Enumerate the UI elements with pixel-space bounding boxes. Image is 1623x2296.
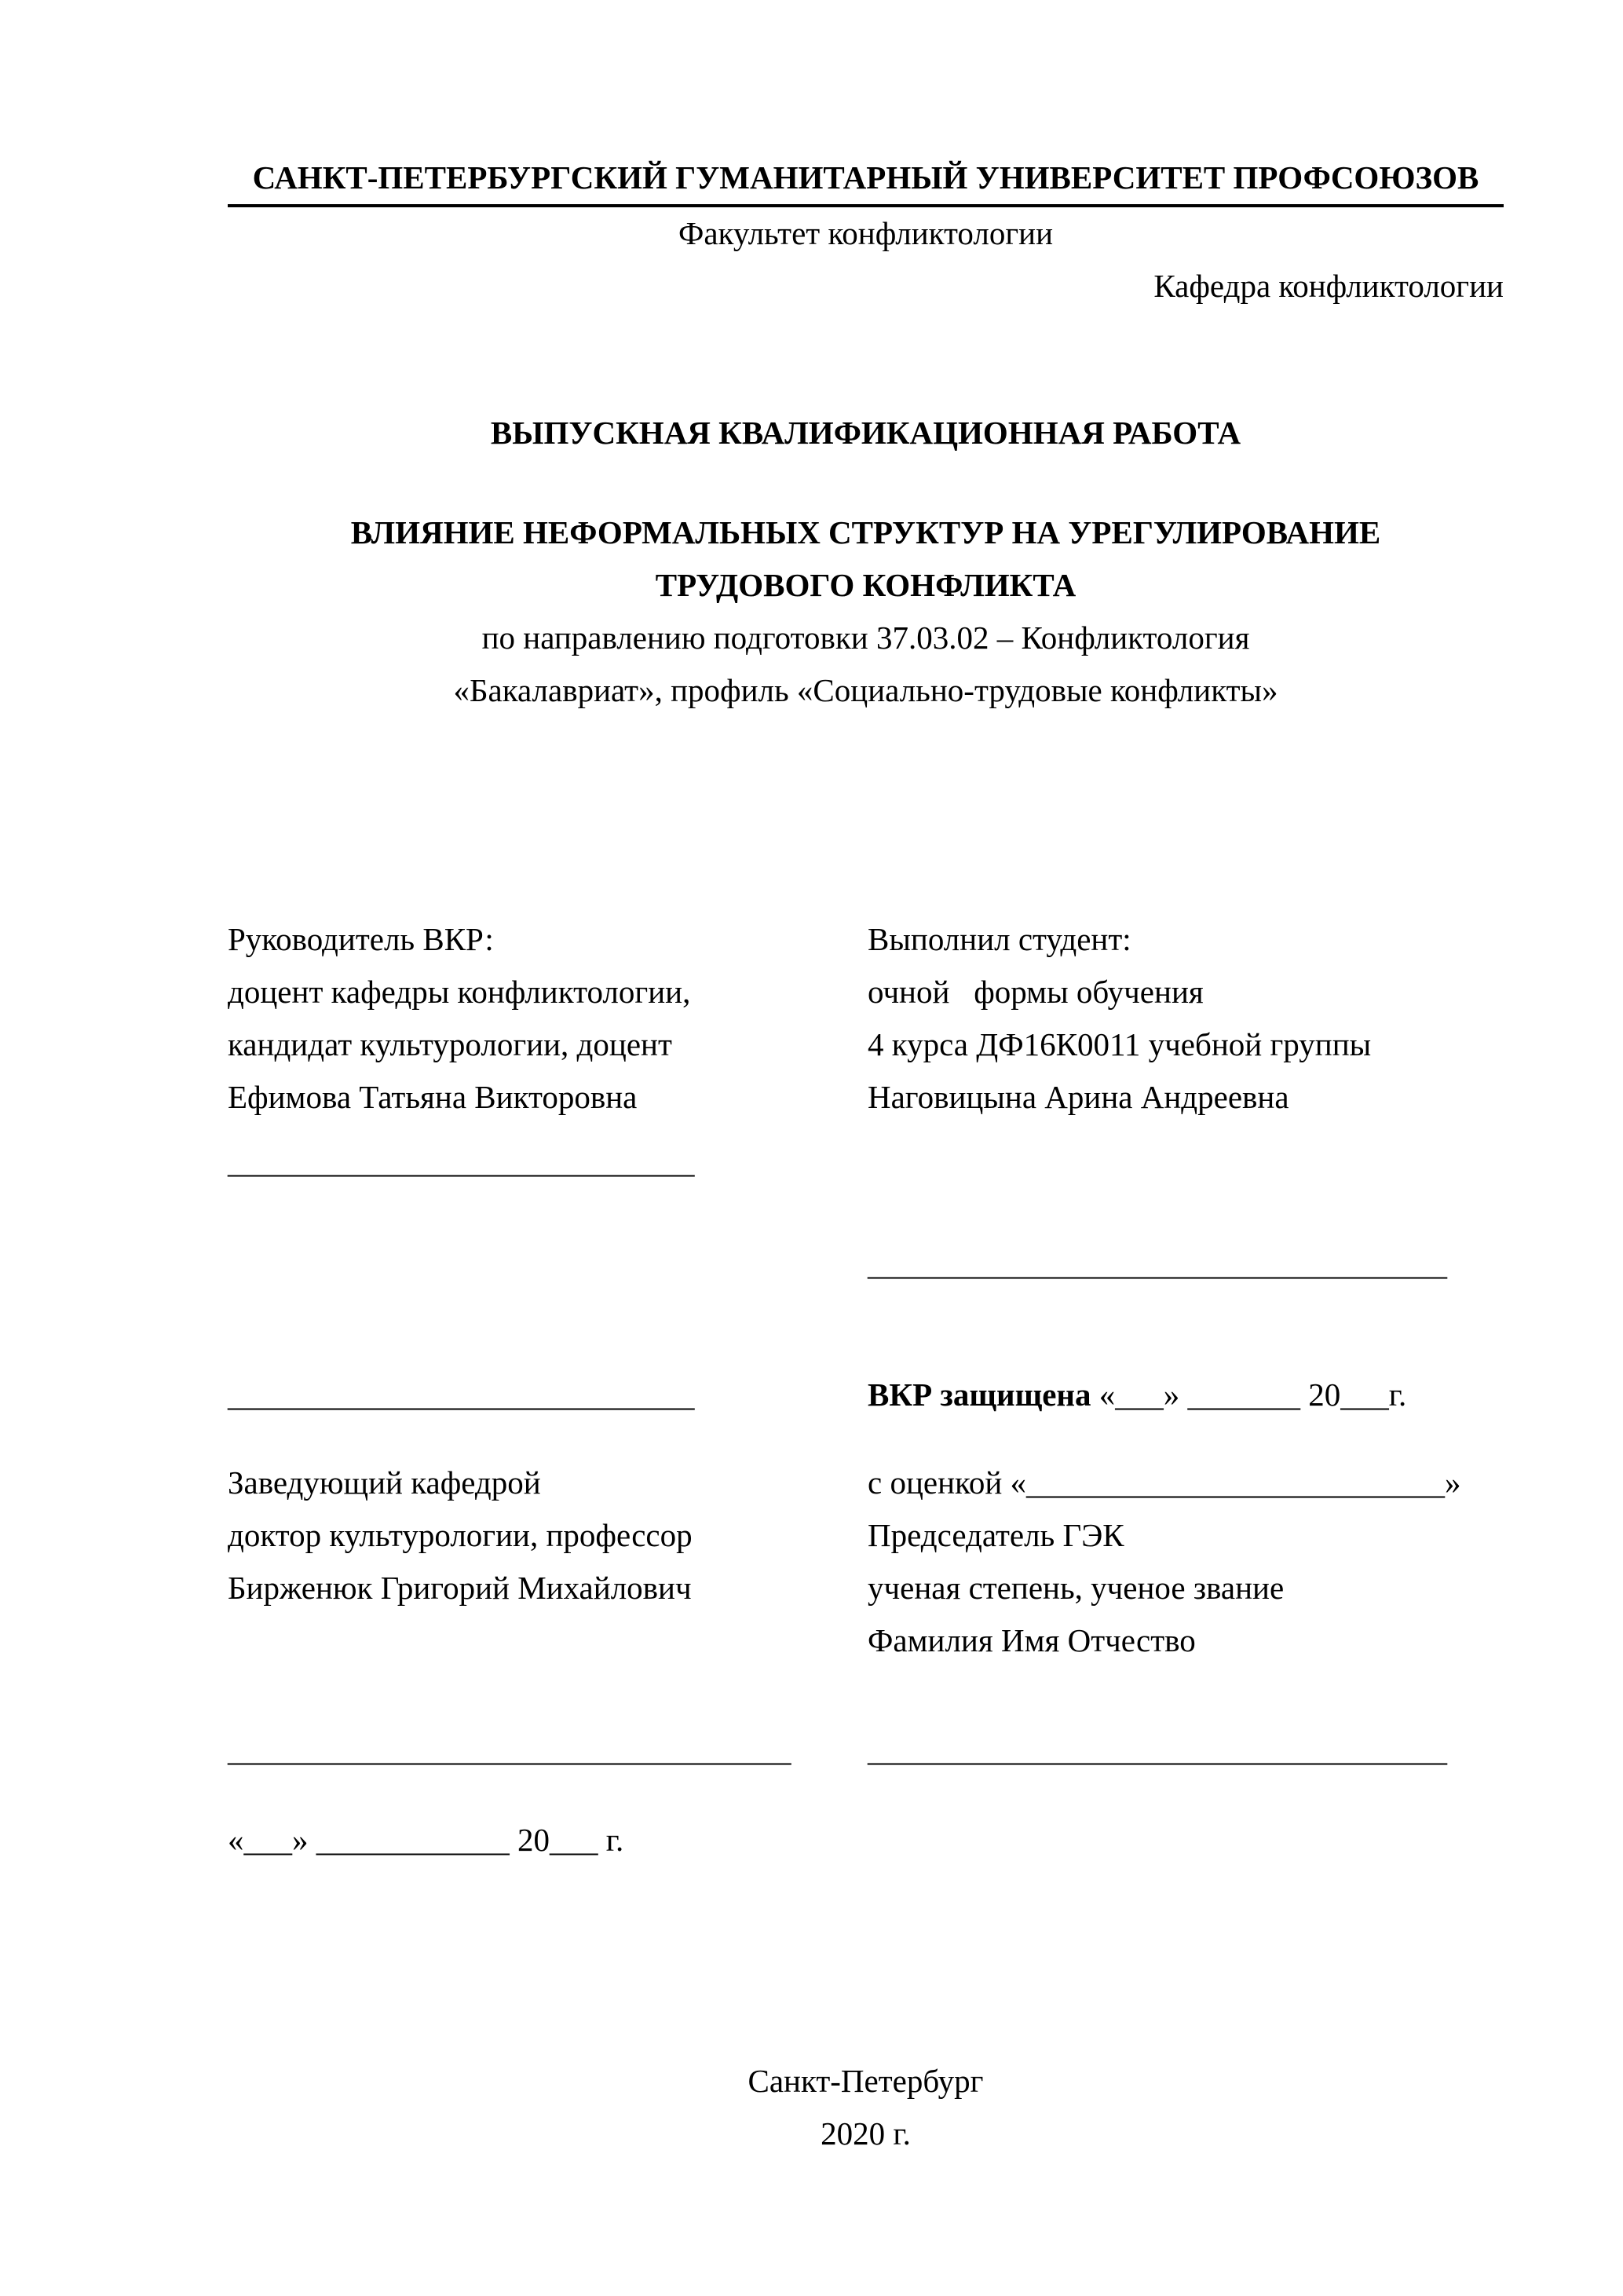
head-signature-line: ___________________________________ bbox=[228, 1731, 791, 1768]
head-date-line: «___» ____________ 20___ г. bbox=[228, 1822, 624, 1858]
thesis-title bbox=[228, 506, 1504, 612]
program-line: по направлению подготовки 37.03.02 – Конфликтология bbox=[481, 620, 1250, 656]
supervisor-student-section bbox=[228, 913, 1504, 1290]
student-column bbox=[868, 913, 1504, 1290]
defense-label-bold: ВКР защищена bbox=[868, 1377, 1091, 1413]
chairman-signature-line: ____________________________________ bbox=[868, 1731, 1447, 1768]
student-label: Выполнил студент: bbox=[868, 921, 1131, 957]
defense-date-line bbox=[868, 1369, 1504, 1421]
student-name: Наговицына Арина Андреевна bbox=[868, 1079, 1289, 1115]
thesis-title-line1: ВЛИЯНИЕ НЕФОРМАЛЬНЫХ СТРУКТУР НА УРЕГУЛИРОВАНИЕ bbox=[350, 514, 1381, 550]
supervisor-column bbox=[228, 913, 868, 1290]
student-signature-line: ____________________________________ bbox=[868, 1245, 1447, 1281]
head-commission-section bbox=[228, 1457, 1504, 1667]
footer-city: Санкт-Петербург bbox=[748, 2063, 984, 2099]
faculty-name: Факультет конфликтологии bbox=[678, 215, 1054, 251]
supervisor-label: Руководитель ВКР: bbox=[228, 921, 494, 957]
head-column bbox=[228, 1457, 868, 1667]
document-footer bbox=[228, 2055, 1504, 2160]
head-label: Заведующий кафедрой bbox=[228, 1464, 541, 1501]
head-pre-signature-line: _____________________________ bbox=[228, 1377, 695, 1413]
chairman-label: Председатель ГЭК bbox=[868, 1517, 1124, 1553]
chairman-degree-line: ученая степень, ученое звание bbox=[868, 1570, 1285, 1606]
grade-line: с оценкой «__________________________» bbox=[868, 1464, 1461, 1501]
profile-line: «Бакалавриат», профиль «Социально-трудовые конфликты» bbox=[453, 672, 1278, 708]
supervisor-position-line2: кандидат культурологии, доцент bbox=[228, 1026, 672, 1062]
document-header bbox=[228, 152, 1504, 313]
title-block bbox=[228, 407, 1504, 717]
chairman-name-placeholder: Фамилия Имя Отчество bbox=[868, 1622, 1196, 1658]
student-group-line: 4 курса ДФ16К0011 учебной группы bbox=[868, 1026, 1372, 1062]
supervisor-position-line1: доцент кафедры конфликтологии, bbox=[228, 974, 691, 1010]
defense-label-rest: «___» _______ 20___г. bbox=[1091, 1377, 1407, 1413]
university-name: САНКТ-ПЕТЕРБУРГСКИЙ ГУМАНИТАРНЫЙ УНИВЕРСИТЕТ ПРОФСОЮЗОВ bbox=[252, 159, 1479, 196]
thesis-title-line2: ТРУДОВОГО КОНФЛИКТА bbox=[655, 567, 1077, 603]
student-study-form: очной формы обучения bbox=[868, 974, 1204, 1010]
defense-row bbox=[228, 1369, 1504, 1421]
department-name: Кафедра конфликтологии bbox=[1153, 268, 1504, 304]
footer-year: 2020 г. bbox=[821, 2115, 911, 2152]
bottom-signatures-row bbox=[228, 1724, 1504, 1776]
commission-column bbox=[868, 1457, 1504, 1667]
supervisor-name: Ефимова Татьяна Викторовна bbox=[228, 1079, 638, 1115]
supervisor-signature-line: _____________________________ bbox=[228, 1143, 695, 1179]
head-position-line: доктор культурологии, профессор bbox=[228, 1517, 693, 1553]
head-name: Бирженюк Григорий Михайлович bbox=[228, 1570, 692, 1606]
work-type-title: ВЫПУСКНАЯ КВАЛИФИКАЦИОННАЯ РАБОТА bbox=[490, 415, 1241, 451]
